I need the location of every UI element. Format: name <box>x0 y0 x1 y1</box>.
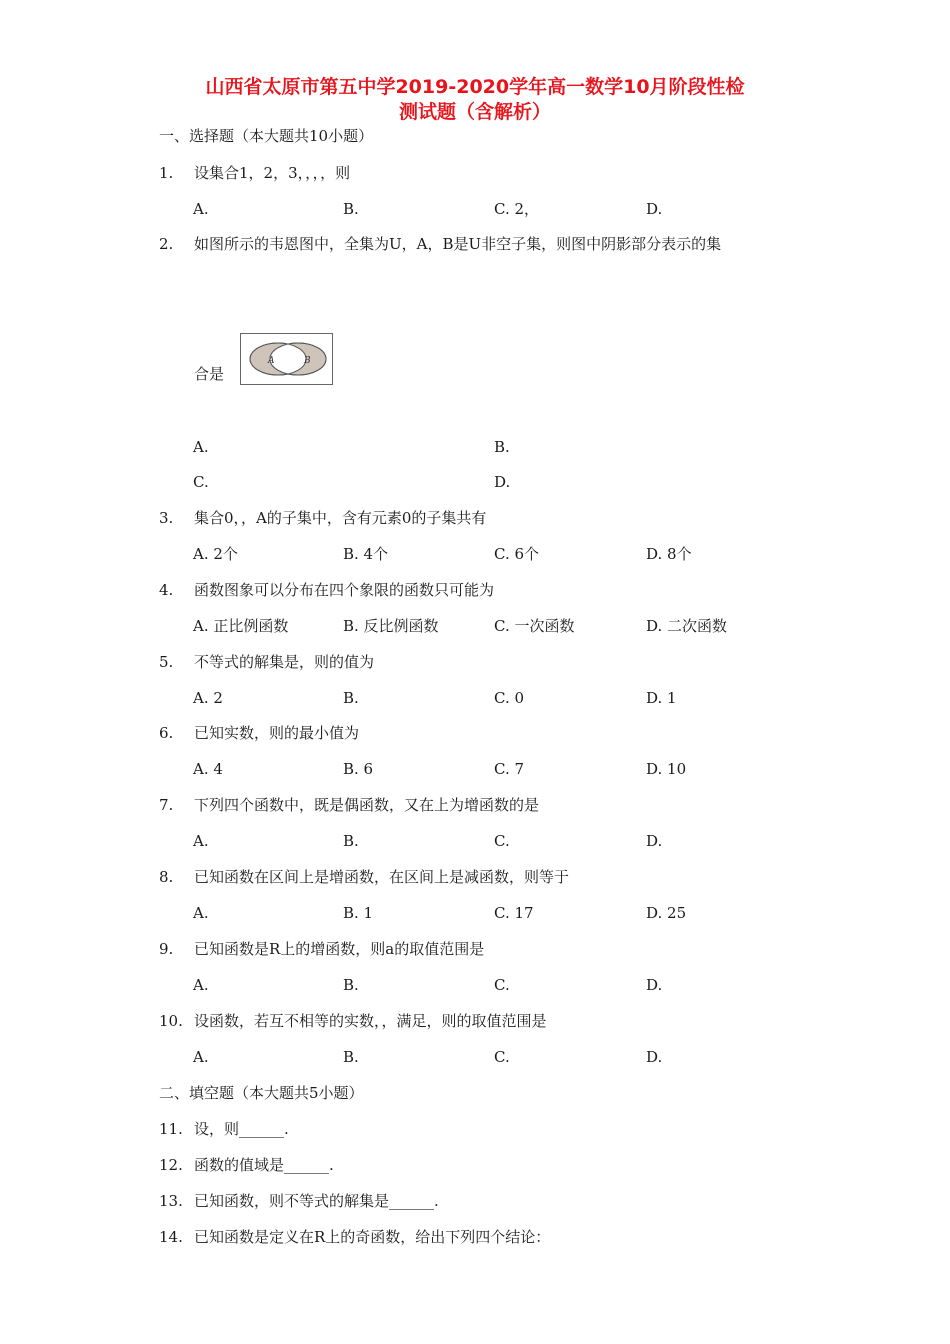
option-b: B. <box>343 689 359 707</box>
question-text: 不等式的解集是，则的值为 <box>194 653 375 671</box>
option-a: A. <box>193 200 209 218</box>
option-d: D. <box>646 200 663 218</box>
option-c: C. 一次函数 <box>494 617 575 635</box>
option-c: C. <box>193 473 209 491</box>
set-a-label: A <box>268 356 275 366</box>
question-text: 已知函数是定义在R上的奇函数，给出下列四个结论： <box>194 1228 551 1246</box>
question-text-continued: 合是 <box>194 365 225 383</box>
question-number: 1. <box>159 164 174 182</box>
question-number: 12. <box>159 1156 183 1174</box>
question-number: 13. <box>159 1192 183 1210</box>
question-text: 已知函数，则不等式的解集是______. <box>194 1192 439 1210</box>
option-d: D. <box>646 976 663 994</box>
option-b: B. 1 <box>343 904 374 922</box>
question-text: 设，则______. <box>194 1120 289 1138</box>
option-b: B. <box>494 438 510 456</box>
question-text: 集合0，，A的子集中，含有元素0的子集共有 <box>194 509 487 527</box>
option-d: D. <box>646 832 663 850</box>
document-title-line1: 山西省太原市第五中学2019-2020学年高一数学10月阶段性检 <box>205 76 745 98</box>
question-text: 已知函数在区间上是增函数，在区间上是减函数，则等于 <box>194 868 570 886</box>
question-number: 2. <box>159 235 174 253</box>
question-text: 下列四个函数中，既是偶函数，又在上为增函数的是 <box>194 796 540 814</box>
section-heading-fill: 二、填空题（本大题共5小题） <box>159 1084 364 1102</box>
question-text: 已知函数是R上的增函数，则a的取值范围是 <box>194 940 485 958</box>
question-number: 5. <box>159 653 174 671</box>
question-text: 如图所示的韦恩图中，全集为U，A，B是U非空子集，则图中阴影部分表示的集 <box>194 235 722 253</box>
option-d: D. <box>494 473 511 491</box>
venn-diagram <box>240 333 333 385</box>
option-a: A. 4 <box>193 760 223 778</box>
option-c: C. 0 <box>494 689 525 707</box>
option-d: D. <box>646 1048 663 1066</box>
option-a: A. <box>193 904 209 922</box>
question-number: 11. <box>159 1120 183 1138</box>
question-number: 4. <box>159 581 174 599</box>
question-number: 14. <box>159 1228 183 1246</box>
option-c: C. 6个 <box>494 545 540 563</box>
option-a: A. <box>193 832 209 850</box>
option-c: C. <box>494 976 510 994</box>
question-number: 9. <box>159 940 174 958</box>
question-text: 设集合1，2，3，，，，则 <box>194 164 351 182</box>
option-b: B. <box>343 976 359 994</box>
option-b: B. 4个 <box>343 545 389 563</box>
question-text: 函数的值域是______. <box>194 1156 334 1174</box>
set-b-label: B <box>304 356 311 366</box>
question-text: 函数图象可以分布在四个象限的函数只可能为 <box>194 581 495 599</box>
option-c: C. 7 <box>494 760 525 778</box>
option-b: B. <box>343 832 359 850</box>
question-number: 10. <box>159 1012 183 1030</box>
question-text: 已知实数，则的最小值为 <box>194 724 360 742</box>
option-a: A. <box>193 438 209 456</box>
option-b: B. 反比例函数 <box>343 617 439 635</box>
option-a: A. <box>193 976 209 994</box>
question-number: 8. <box>159 868 174 886</box>
question-text: 设函数，若互不相等的实数，，满足，则的取值范围是 <box>194 1012 547 1030</box>
option-a: A. 2 <box>193 689 223 707</box>
option-a: A. 正比例函数 <box>193 617 289 635</box>
option-d: D. 二次函数 <box>646 617 728 635</box>
section-heading-choice: 一、选择题（本大题共10小题） <box>159 127 374 145</box>
document-title-line2: 测试题（含解析） <box>398 101 551 123</box>
question-number: 6. <box>159 724 174 742</box>
option-a: A. <box>193 1048 209 1066</box>
option-d: D. 1 <box>646 689 677 707</box>
option-c: C. 17 <box>494 904 534 922</box>
option-c: C. <box>494 1048 510 1066</box>
option-d: D. 10 <box>646 760 687 778</box>
option-b: B. 6 <box>343 760 374 778</box>
option-a: A. 2个 <box>193 545 238 563</box>
option-b: B. <box>343 1048 359 1066</box>
question-number: 7. <box>159 796 174 814</box>
option-c: C. 2， <box>494 200 540 218</box>
question-number: 3. <box>159 509 174 527</box>
option-d: D. 25 <box>646 904 687 922</box>
option-c: C. <box>494 832 510 850</box>
option-d: D. 8个 <box>646 545 692 563</box>
option-b: B. <box>343 200 359 218</box>
